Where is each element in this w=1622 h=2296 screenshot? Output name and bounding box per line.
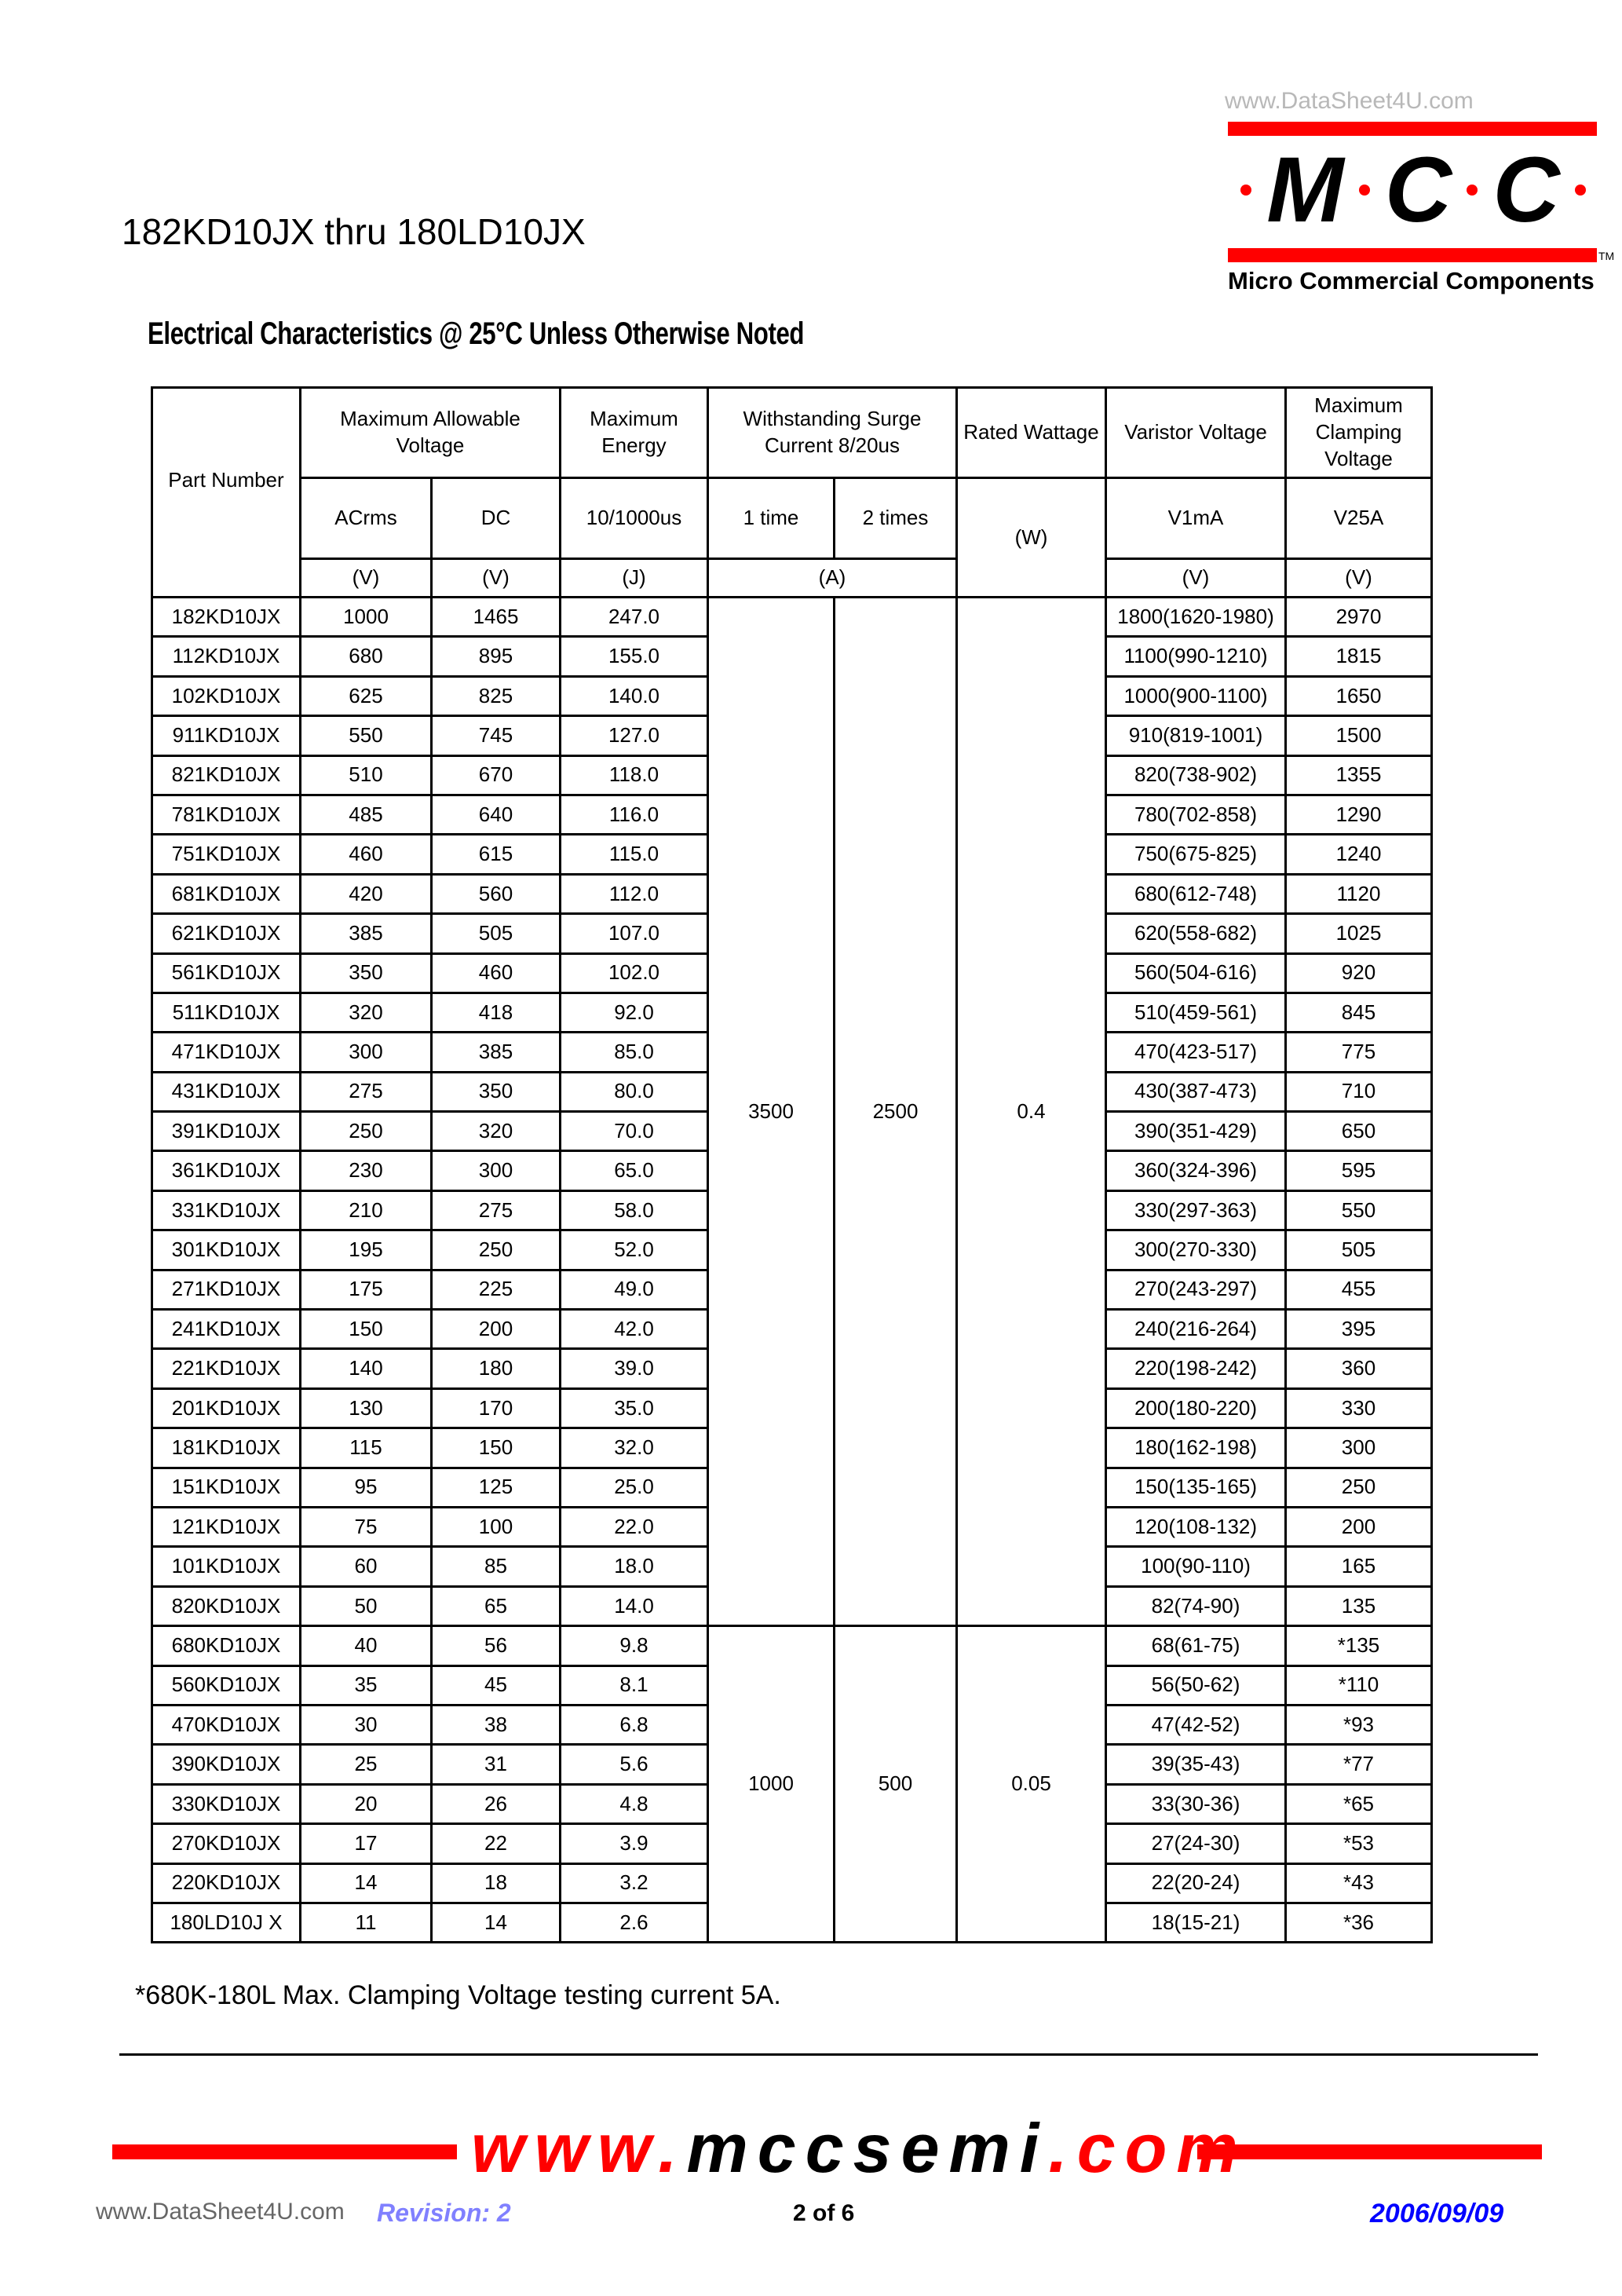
company-name: Micro Commercial Components: [1228, 267, 1595, 294]
energy: 35.0: [561, 1388, 708, 1428]
varistor-voltage: 910(819-1001): [1106, 716, 1286, 755]
clamping-voltage: 200: [1286, 1507, 1432, 1546]
header-energy-sub: 10/1000us: [561, 478, 708, 559]
energy: 49.0: [561, 1270, 708, 1309]
url-prefix: www.: [471, 2109, 687, 2187]
logo-dot: [1467, 185, 1478, 196]
part-number: 271KD10JX: [152, 1270, 301, 1309]
energy: 4.8: [561, 1784, 708, 1823]
part-number: 390KD10JX: [152, 1745, 301, 1784]
varistor-voltage: 200(180-220): [1106, 1388, 1286, 1428]
clamping-voltage: *36: [1286, 1903, 1432, 1942]
varistor-voltage: 270(243-297): [1106, 1270, 1286, 1309]
clamping-voltage: 1120: [1286, 874, 1432, 913]
rated-wattage: 0.4: [957, 598, 1106, 1626]
part-number: 270KD10JX: [152, 1824, 301, 1863]
energy: 2.6: [561, 1903, 708, 1942]
varistor-voltage: 390(351-429): [1106, 1112, 1286, 1151]
dc-voltage: 170: [432, 1388, 561, 1428]
dc-voltage: 640: [432, 795, 561, 834]
acrms-voltage: 150: [301, 1310, 432, 1349]
acrms-voltage: 460: [301, 835, 432, 874]
energy: 127.0: [561, 716, 708, 755]
header-two-times: 2 times: [835, 478, 957, 559]
dc-voltage: 1465: [432, 598, 561, 637]
part-number: 751KD10JX: [152, 835, 301, 874]
clamping-voltage: 455: [1286, 1270, 1432, 1309]
acrms-voltage: 25: [301, 1745, 432, 1784]
dc-voltage: 38: [432, 1705, 561, 1744]
acrms-voltage: 35: [301, 1665, 432, 1705]
energy: 58.0: [561, 1190, 708, 1230]
dc-voltage: 150: [432, 1428, 561, 1468]
dc-voltage: 65: [432, 1586, 561, 1625]
varistor-voltage: 510(459-561): [1106, 993, 1286, 1032]
clamping-voltage: 395: [1286, 1310, 1432, 1349]
energy: 118.0: [561, 755, 708, 795]
dc-voltage: 26: [432, 1784, 561, 1823]
energy: 3.9: [561, 1824, 708, 1863]
dc-voltage: 745: [432, 716, 561, 755]
part-number: 820KD10JX: [152, 1586, 301, 1625]
logo-bottom-bar: [1228, 248, 1597, 262]
logo-letter: M: [1266, 138, 1344, 242]
dc-voltage: 100: [432, 1507, 561, 1546]
acrms-voltage: 60: [301, 1547, 432, 1586]
unit-j: (J): [561, 559, 708, 598]
energy: 6.8: [561, 1705, 708, 1744]
energy: 18.0: [561, 1547, 708, 1586]
energy: 32.0: [561, 1428, 708, 1468]
unit-w: (W): [957, 478, 1106, 598]
acrms-voltage: 20: [301, 1784, 432, 1823]
acrms-voltage: 680: [301, 637, 432, 676]
logo-dot: [1240, 185, 1251, 196]
dc-voltage: 180: [432, 1349, 561, 1388]
energy: 107.0: [561, 914, 708, 953]
header-rated-wattage: Rated Wattage: [957, 388, 1106, 478]
varistor-voltage: 68(61-75): [1106, 1626, 1286, 1665]
unit-v-varistor: (V): [1106, 559, 1286, 598]
acrms-voltage: 350: [301, 953, 432, 993]
energy: 115.0: [561, 835, 708, 874]
varistor-voltage: 100(90-110): [1106, 1547, 1286, 1586]
clamping-voltage: 250: [1286, 1468, 1432, 1507]
acrms-voltage: 300: [301, 1033, 432, 1072]
varistor-voltage: 360(324-396): [1106, 1151, 1286, 1190]
acrms-voltage: 14: [301, 1863, 432, 1903]
acrms-voltage: 550: [301, 716, 432, 755]
part-number: 511KD10JX: [152, 993, 301, 1032]
page-number: 2 of 6: [793, 2200, 855, 2226]
dc-voltage: 22: [432, 1824, 561, 1863]
part-number: 182KD10JX: [152, 598, 301, 637]
energy: 39.0: [561, 1349, 708, 1388]
clamping-voltage: 135: [1286, 1586, 1432, 1625]
acrms-voltage: 140: [301, 1349, 432, 1388]
part-number: 911KD10JX: [152, 716, 301, 755]
clamping-voltage: 1500: [1286, 716, 1432, 755]
part-number: 151KD10JX: [152, 1468, 301, 1507]
acrms-voltage: 75: [301, 1507, 432, 1546]
surge-2-times: 500: [835, 1626, 957, 1943]
logo-dot: [1575, 185, 1586, 196]
part-number: 331KD10JX: [152, 1190, 301, 1230]
varistor-voltage: 150(135-165): [1106, 1468, 1286, 1507]
varistor-voltage: 330(297-363): [1106, 1190, 1286, 1230]
varistor-voltage: 82(74-90): [1106, 1586, 1286, 1625]
part-number: 330KD10JX: [152, 1784, 301, 1823]
surge-2-times: 2500: [835, 598, 957, 1626]
mcc-logo: [1240, 138, 1586, 242]
varistor-voltage: 47(42-52): [1106, 1705, 1286, 1744]
varistor-voltage: 22(20-24): [1106, 1863, 1286, 1903]
acrms-voltage: 250: [301, 1112, 432, 1151]
acrms-voltage: 30: [301, 1705, 432, 1744]
logo-top-bar: [1228, 122, 1597, 136]
part-number: 102KD10JX: [152, 676, 301, 715]
energy: 52.0: [561, 1230, 708, 1270]
clamping-voltage: *53: [1286, 1824, 1432, 1863]
clamping-voltage: 595: [1286, 1151, 1432, 1190]
footer-right-bar: [1197, 2144, 1542, 2159]
footer-left-bar: [112, 2144, 457, 2159]
electrical-characteristics-table: [151, 386, 1433, 1943]
dc-voltage: 31: [432, 1745, 561, 1784]
header-max-clamping: Maximum Clamping Voltage: [1286, 388, 1432, 478]
energy: 247.0: [561, 598, 708, 637]
acrms-voltage: 385: [301, 914, 432, 953]
dc-voltage: 615: [432, 835, 561, 874]
varistor-voltage: 120(108-132): [1106, 1507, 1286, 1546]
varistor-voltage: 620(558-682): [1106, 914, 1286, 953]
energy: 92.0: [561, 993, 708, 1032]
logo-dot: [1359, 185, 1370, 196]
unit-v-ac: (V): [301, 559, 432, 598]
energy: 3.2: [561, 1863, 708, 1903]
part-number: 221KD10JX: [152, 1349, 301, 1388]
acrms-voltage: 115: [301, 1428, 432, 1468]
acrms-voltage: 625: [301, 676, 432, 715]
acrms-voltage: 510: [301, 755, 432, 795]
clamping-voltage: 650: [1286, 1112, 1432, 1151]
clamping-voltage: 360: [1286, 1349, 1432, 1388]
header-v25a: V25A: [1286, 478, 1432, 559]
energy: 116.0: [561, 795, 708, 834]
dc-voltage: 385: [432, 1033, 561, 1072]
clamping-voltage: *65: [1286, 1784, 1432, 1823]
dc-voltage: 825: [432, 676, 561, 715]
acrms-voltage: 11: [301, 1903, 432, 1942]
dc-voltage: 18: [432, 1863, 561, 1903]
dc-voltage: 125: [432, 1468, 561, 1507]
clamping-voltage: 1025: [1286, 914, 1432, 953]
footnote: *680K-180L Max. Clamping Voltage testing current 5A.: [135, 1980, 781, 2010]
logo-letter: C: [1492, 138, 1560, 242]
varistor-voltage: 27(24-30): [1106, 1824, 1286, 1863]
part-number: 431KD10JX: [152, 1072, 301, 1111]
part-number: 301KD10JX: [152, 1230, 301, 1270]
acrms-voltage: 210: [301, 1190, 432, 1230]
rated-wattage: 0.05: [957, 1626, 1106, 1943]
part-number: 621KD10JX: [152, 914, 301, 953]
acrms-voltage: 420: [301, 874, 432, 913]
acrms-voltage: 40: [301, 1626, 432, 1665]
part-number: 681KD10JX: [152, 874, 301, 913]
varistor-voltage: 240(216-264): [1106, 1310, 1286, 1349]
header-varistor-voltage: Varistor Voltage: [1106, 388, 1286, 478]
varistor-voltage: 33(30-36): [1106, 1784, 1286, 1823]
part-number: 821KD10JX: [152, 755, 301, 795]
part-number: 201KD10JX: [152, 1388, 301, 1428]
energy: 8.1: [561, 1665, 708, 1705]
dc-voltage: 56: [432, 1626, 561, 1665]
varistor-voltage: 750(675-825): [1106, 835, 1286, 874]
energy: 70.0: [561, 1112, 708, 1151]
surge-1-time: 1000: [708, 1626, 835, 1943]
clamping-voltage: 1815: [1286, 637, 1432, 676]
acrms-voltage: 275: [301, 1072, 432, 1111]
watermark-text: www.DataSheet4U.com: [1225, 88, 1474, 114]
acrms-voltage: 485: [301, 795, 432, 834]
acrms-voltage: 17: [301, 1824, 432, 1863]
part-number: 121KD10JX: [152, 1507, 301, 1546]
part-number: 361KD10JX: [152, 1151, 301, 1190]
part-number: 241KD10JX: [152, 1310, 301, 1349]
part-number: 680KD10JX: [152, 1626, 301, 1665]
dc-voltage: 14: [432, 1903, 561, 1942]
varistor-voltage: 56(50-62): [1106, 1665, 1286, 1705]
dc-voltage: 300: [432, 1151, 561, 1190]
dc-voltage: 250: [432, 1230, 561, 1270]
varistor-voltage: 1800(1620-1980): [1106, 598, 1286, 637]
url-mid: mccsemi: [686, 2109, 1049, 2187]
varistor-voltage: 300(270-330): [1106, 1230, 1286, 1270]
logo-letter: C: [1384, 138, 1452, 242]
footer-website[interactable]: [471, 2108, 1248, 2188]
header-acrms: ACrms: [301, 478, 432, 559]
clamping-voltage: *135: [1286, 1626, 1432, 1665]
header-max-allowable-voltage: Maximum Allowable Voltage: [301, 388, 561, 478]
clamping-voltage: 2970: [1286, 598, 1432, 637]
varistor-voltage: 39(35-43): [1106, 1745, 1286, 1784]
energy: 112.0: [561, 874, 708, 913]
part-number: 180LD10J X: [152, 1903, 301, 1942]
varistor-voltage: 180(162-198): [1106, 1428, 1286, 1468]
dc-voltage: 670: [432, 755, 561, 795]
varistor-voltage: 1100(990-1210): [1106, 637, 1286, 676]
clamping-voltage: 1650: [1286, 676, 1432, 715]
clamping-voltage: 165: [1286, 1547, 1432, 1586]
table-row: [152, 598, 1432, 637]
divider: [119, 2053, 1538, 2056]
part-number: 391KD10JX: [152, 1112, 301, 1151]
energy: 42.0: [561, 1310, 708, 1349]
varistor-voltage: 470(423-517): [1106, 1033, 1286, 1072]
dc-voltage: 460: [432, 953, 561, 993]
revision: Revision: 2: [377, 2199, 511, 2227]
header-surge-current: Withstanding Surge Current 8/20us: [708, 388, 957, 478]
energy: 140.0: [561, 676, 708, 715]
revision-date: 2006/09/09: [1370, 2199, 1504, 2228]
clamping-voltage: 1240: [1286, 835, 1432, 874]
energy: 25.0: [561, 1468, 708, 1507]
table-row: [152, 1626, 1432, 1665]
clamping-voltage: 845: [1286, 993, 1432, 1032]
part-number: 560KD10JX: [152, 1665, 301, 1705]
trademark: TM: [1598, 250, 1615, 262]
unit-v-dc: (V): [432, 559, 561, 598]
dc-voltage: 200: [432, 1310, 561, 1349]
part-number: 781KD10JX: [152, 795, 301, 834]
varistor-voltage: 560(504-616): [1106, 953, 1286, 993]
url-suffix: .com: [1048, 2109, 1248, 2187]
dc-voltage: 505: [432, 914, 561, 953]
header-dc: DC: [432, 478, 561, 559]
part-number: 220KD10JX: [152, 1863, 301, 1903]
varistor-voltage: 18(15-21): [1106, 1903, 1286, 1942]
varistor-voltage: 820(738-902): [1106, 755, 1286, 795]
dc-voltage: 418: [432, 993, 561, 1032]
varistor-voltage: 680(612-748): [1106, 874, 1286, 913]
part-number: 470KD10JX: [152, 1705, 301, 1744]
acrms-voltage: 320: [301, 993, 432, 1032]
clamping-voltage: 550: [1286, 1190, 1432, 1230]
part-number: 561KD10JX: [152, 953, 301, 993]
header-v1ma: V1mA: [1106, 478, 1286, 559]
clamping-voltage: 330: [1286, 1388, 1432, 1428]
clamping-voltage: 920: [1286, 953, 1432, 993]
dc-voltage: 45: [432, 1665, 561, 1705]
header-max-energy: Maximum Energy: [561, 388, 708, 478]
clamping-voltage: 505: [1286, 1230, 1432, 1270]
footer-watermark: www.DataSheet4U.com: [96, 2199, 345, 2225]
acrms-voltage: 230: [301, 1151, 432, 1190]
varistor-voltage: 780(702-858): [1106, 795, 1286, 834]
section-heading: Electrical Characteristics @ 25°C Unless Otherwise Noted: [148, 316, 805, 351]
dc-voltage: 895: [432, 637, 561, 676]
document-title: 182KD10JX thru 180LD10JX: [122, 211, 586, 252]
dc-voltage: 320: [432, 1112, 561, 1151]
energy: 5.6: [561, 1745, 708, 1784]
acrms-voltage: 175: [301, 1270, 432, 1309]
unit-a: (A): [708, 559, 957, 598]
clamping-voltage: *77: [1286, 1745, 1432, 1784]
acrms-voltage: 1000: [301, 598, 432, 637]
energy: 155.0: [561, 637, 708, 676]
clamping-voltage: 710: [1286, 1072, 1432, 1111]
part-number: 181KD10JX: [152, 1428, 301, 1468]
part-number: 101KD10JX: [152, 1547, 301, 1586]
energy: 102.0: [561, 953, 708, 993]
header-part-number: Part Number: [152, 388, 301, 598]
energy: 22.0: [561, 1507, 708, 1546]
dc-voltage: 350: [432, 1072, 561, 1111]
energy: 80.0: [561, 1072, 708, 1111]
acrms-voltage: 195: [301, 1230, 432, 1270]
clamping-voltage: 1290: [1286, 795, 1432, 834]
energy: 9.8: [561, 1626, 708, 1665]
energy: 14.0: [561, 1586, 708, 1625]
clamping-voltage: 775: [1286, 1033, 1432, 1072]
dc-voltage: 85: [432, 1547, 561, 1586]
energy: 65.0: [561, 1151, 708, 1190]
acrms-voltage: 130: [301, 1388, 432, 1428]
energy: 85.0: [561, 1033, 708, 1072]
clamping-voltage: *110: [1286, 1665, 1432, 1705]
dc-voltage: 275: [432, 1190, 561, 1230]
clamping-voltage: *43: [1286, 1863, 1432, 1903]
surge-1-time: 3500: [708, 598, 835, 1626]
clamping-voltage: 1355: [1286, 755, 1432, 795]
varistor-voltage: 430(387-473): [1106, 1072, 1286, 1111]
dc-voltage: 560: [432, 874, 561, 913]
varistor-voltage: 220(198-242): [1106, 1349, 1286, 1388]
varistor-voltage: 1000(900-1100): [1106, 676, 1286, 715]
acrms-voltage: 95: [301, 1468, 432, 1507]
dc-voltage: 225: [432, 1270, 561, 1309]
part-number: 471KD10JX: [152, 1033, 301, 1072]
clamping-voltage: 300: [1286, 1428, 1432, 1468]
header-one-time: 1 time: [708, 478, 835, 559]
part-number: 112KD10JX: [152, 637, 301, 676]
clamping-voltage: *93: [1286, 1705, 1432, 1744]
acrms-voltage: 50: [301, 1586, 432, 1625]
unit-v-clamping: (V): [1286, 559, 1432, 598]
